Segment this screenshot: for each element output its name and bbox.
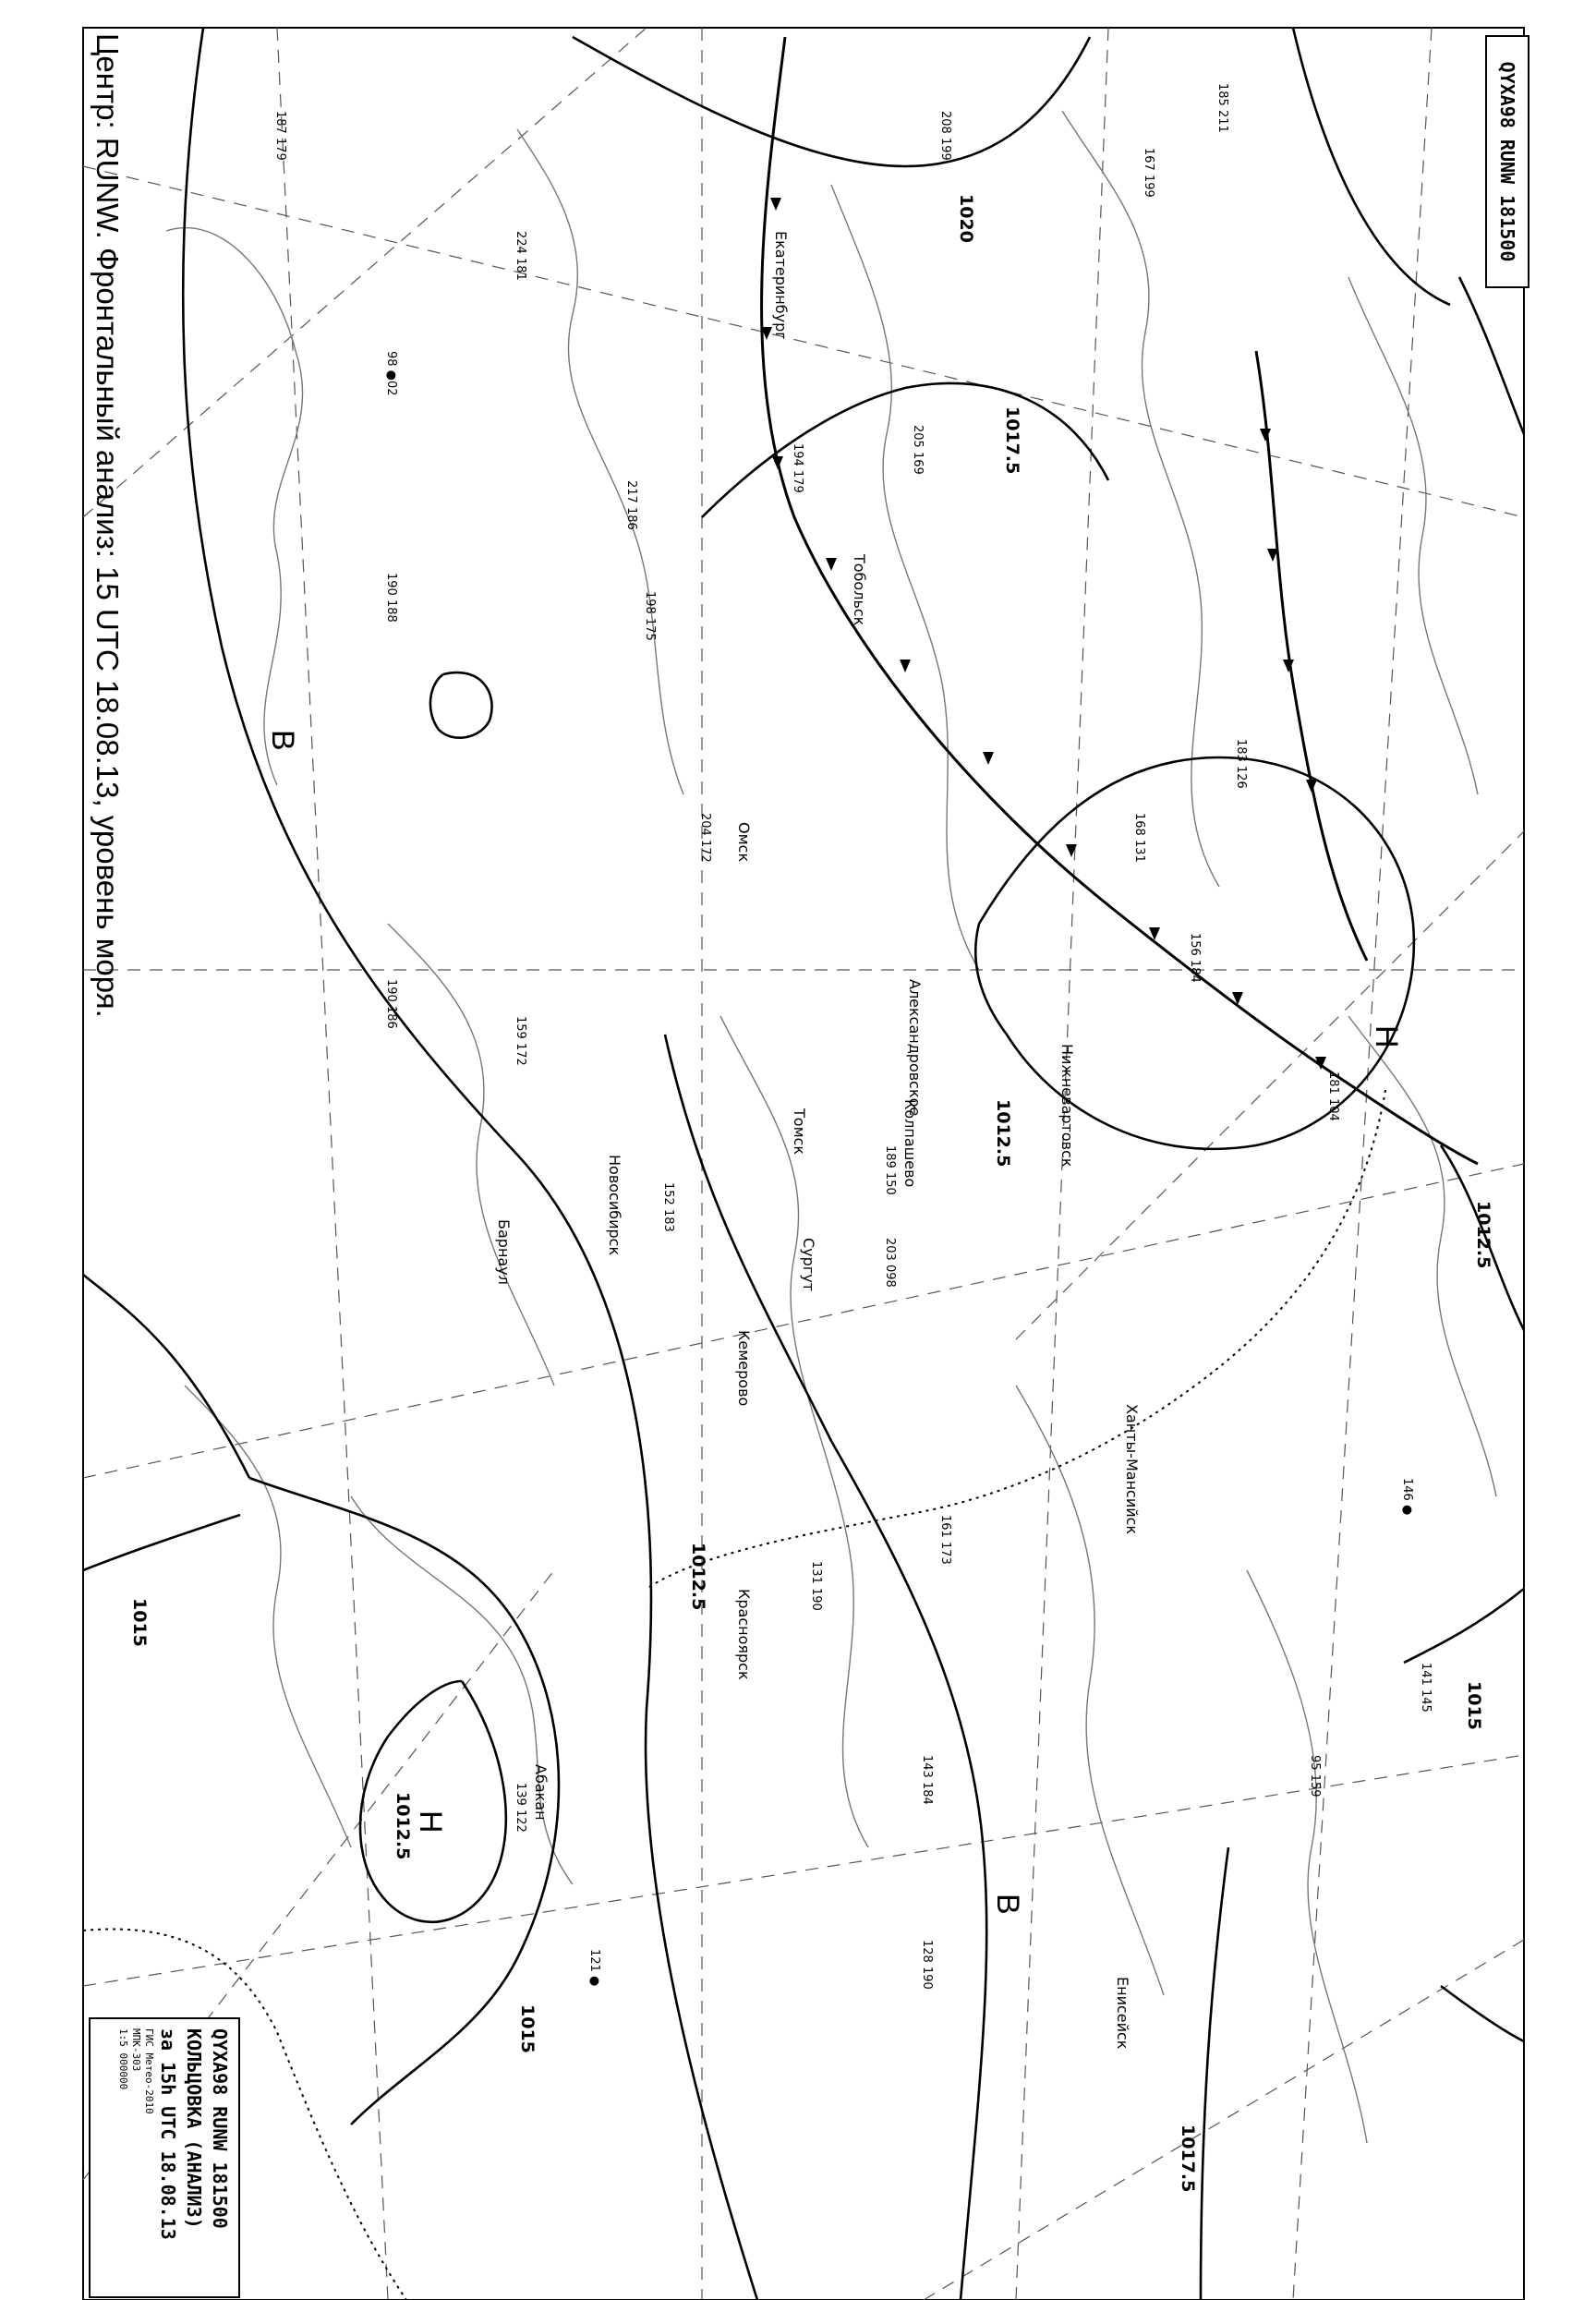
isobar-label: 1012.5 [688,1543,708,1611]
station-plot: 205 169 [911,425,925,475]
station-plot: 190 186 [384,979,398,1029]
city-label: Новосибирск [606,1155,623,1256]
station-plot: 146 ● [1400,1478,1414,1516]
cold-front-triangle [983,752,994,765]
station-plot: 128 190 [920,1940,934,1990]
city-label: Нижневартовск [1058,1044,1076,1168]
station-plot: 159 172 [514,1016,527,1066]
station-plot: 203 098 [883,1238,897,1288]
legend-line-1: QYXA98 RUNW 181500 [209,2028,231,2229]
map-title: Центр: RUNW. Фронтальный анализ: 15 UTC 18.08.13, уровень моря. [91,33,125,1018]
station-plot: 224 181 [514,231,527,281]
station-plot: 141 145 [1419,1663,1433,1713]
station-plot: 161 173 [938,1515,952,1565]
city-label: Красноярск [735,1589,753,1680]
isobar-label: 1012.5 [993,1099,1013,1168]
cold-front-triangle [900,660,911,672]
station-plot: 152 183 [661,1182,675,1232]
station-plot: 185 211 [1215,83,1229,133]
city-label: Александровское [906,979,924,1117]
station-plot: 139 122 [514,1783,527,1833]
title-box [89,33,126,1031]
front-markers [761,198,1326,1070]
city-labels [495,231,1141,2050]
high-pressure-mark: В [990,1894,1025,1915]
low-pressure-mark: Н [413,1810,448,1834]
station-plot: 198 175 [643,591,657,641]
cold-front-triangle [1306,780,1317,793]
city-label: Сургут [800,1238,817,1291]
station-plot: 95 159 [1308,1755,1322,1798]
cold-front-triangle [770,198,781,211]
isobar-label: 1015 [517,2004,538,2053]
occluded-front [83,1090,1385,2300]
legend-small-2: МПК-303 [130,2028,142,2072]
legend-box [89,2017,240,2298]
legend-line-3: за 15h UTC 18.08.13 [157,2028,179,2240]
station-plot: 131 190 [809,1561,823,1611]
station-plot: 168 131 [1132,813,1146,863]
station-plot: 204 172 [698,813,712,863]
high-pressure-mark: В [265,730,300,751]
legend-line-2: КОЛЬЦОВКА (АНАЛИЗ) [183,2028,205,2229]
legend-small-3: 1:5 000000 [117,2028,129,2090]
station-plot: 143 184 [920,1755,934,1805]
cold-front-triangle [1260,429,1271,442]
legend-small-1: ГИС Метео-2010 [143,2028,155,2114]
isobars [83,28,1524,2300]
isobar-label: 1017.5 [1002,406,1022,475]
city-label: Омск [735,822,753,863]
station-plot: 187 179 [273,111,287,161]
cold-front-triangle [826,558,837,571]
city-label: Кемерово [735,1330,753,1407]
station-plot: 208 199 [938,111,952,161]
isobar-label: 1015 [129,1598,150,1647]
station-plot: 217 186 [624,480,638,530]
header-code: QYXA98 RUNW 181500 [1496,61,1518,262]
station-plot: 167 199 [1142,148,1155,198]
station-plot: 98 ●02 [384,351,398,396]
station-plot: 194 179 [791,443,804,493]
station-plot: 181 104 [1326,1071,1340,1121]
cold-front-triangle [772,456,783,469]
city-label: Томск [791,1108,808,1156]
city-label: Ханты-Мансийск [1123,1404,1141,1535]
isobar-labels [129,194,1493,2192]
low-pressure-mark: Н [1369,1025,1404,1048]
station-plot: 190 188 [384,573,398,623]
header-code-box [1485,35,1530,288]
station-plot: 189 150 [883,1145,897,1195]
city-label: Колпашево [901,1099,919,1188]
isobar-label: 1020 [956,194,976,243]
station-plot: 183 126 [1234,739,1248,789]
city-label: Тобольск [851,554,868,626]
isobar-label: 1017.5 [1178,2124,1198,2193]
city-label: Абакан [532,1764,550,1821]
city-label: Енисейск [1114,1977,1131,2050]
pressure-centers [265,730,1404,1915]
map-frame [83,28,1524,2300]
small-closed-isobar [430,672,492,738]
isobar-label: 1012.5 [393,1792,413,1860]
graticule [83,28,1524,2300]
isobar-label: 1015 [1464,1681,1484,1730]
city-label: Екатеринбург [772,231,790,340]
geography-lines [166,111,1496,2143]
isobar-label: 1012.5 [1473,1201,1493,1269]
station-plot: 156 184 [1188,933,1202,983]
legend-content [91,2019,238,2296]
city-label: Барнаул [495,1219,513,1285]
station-plot: 121 ● [587,1949,601,1987]
